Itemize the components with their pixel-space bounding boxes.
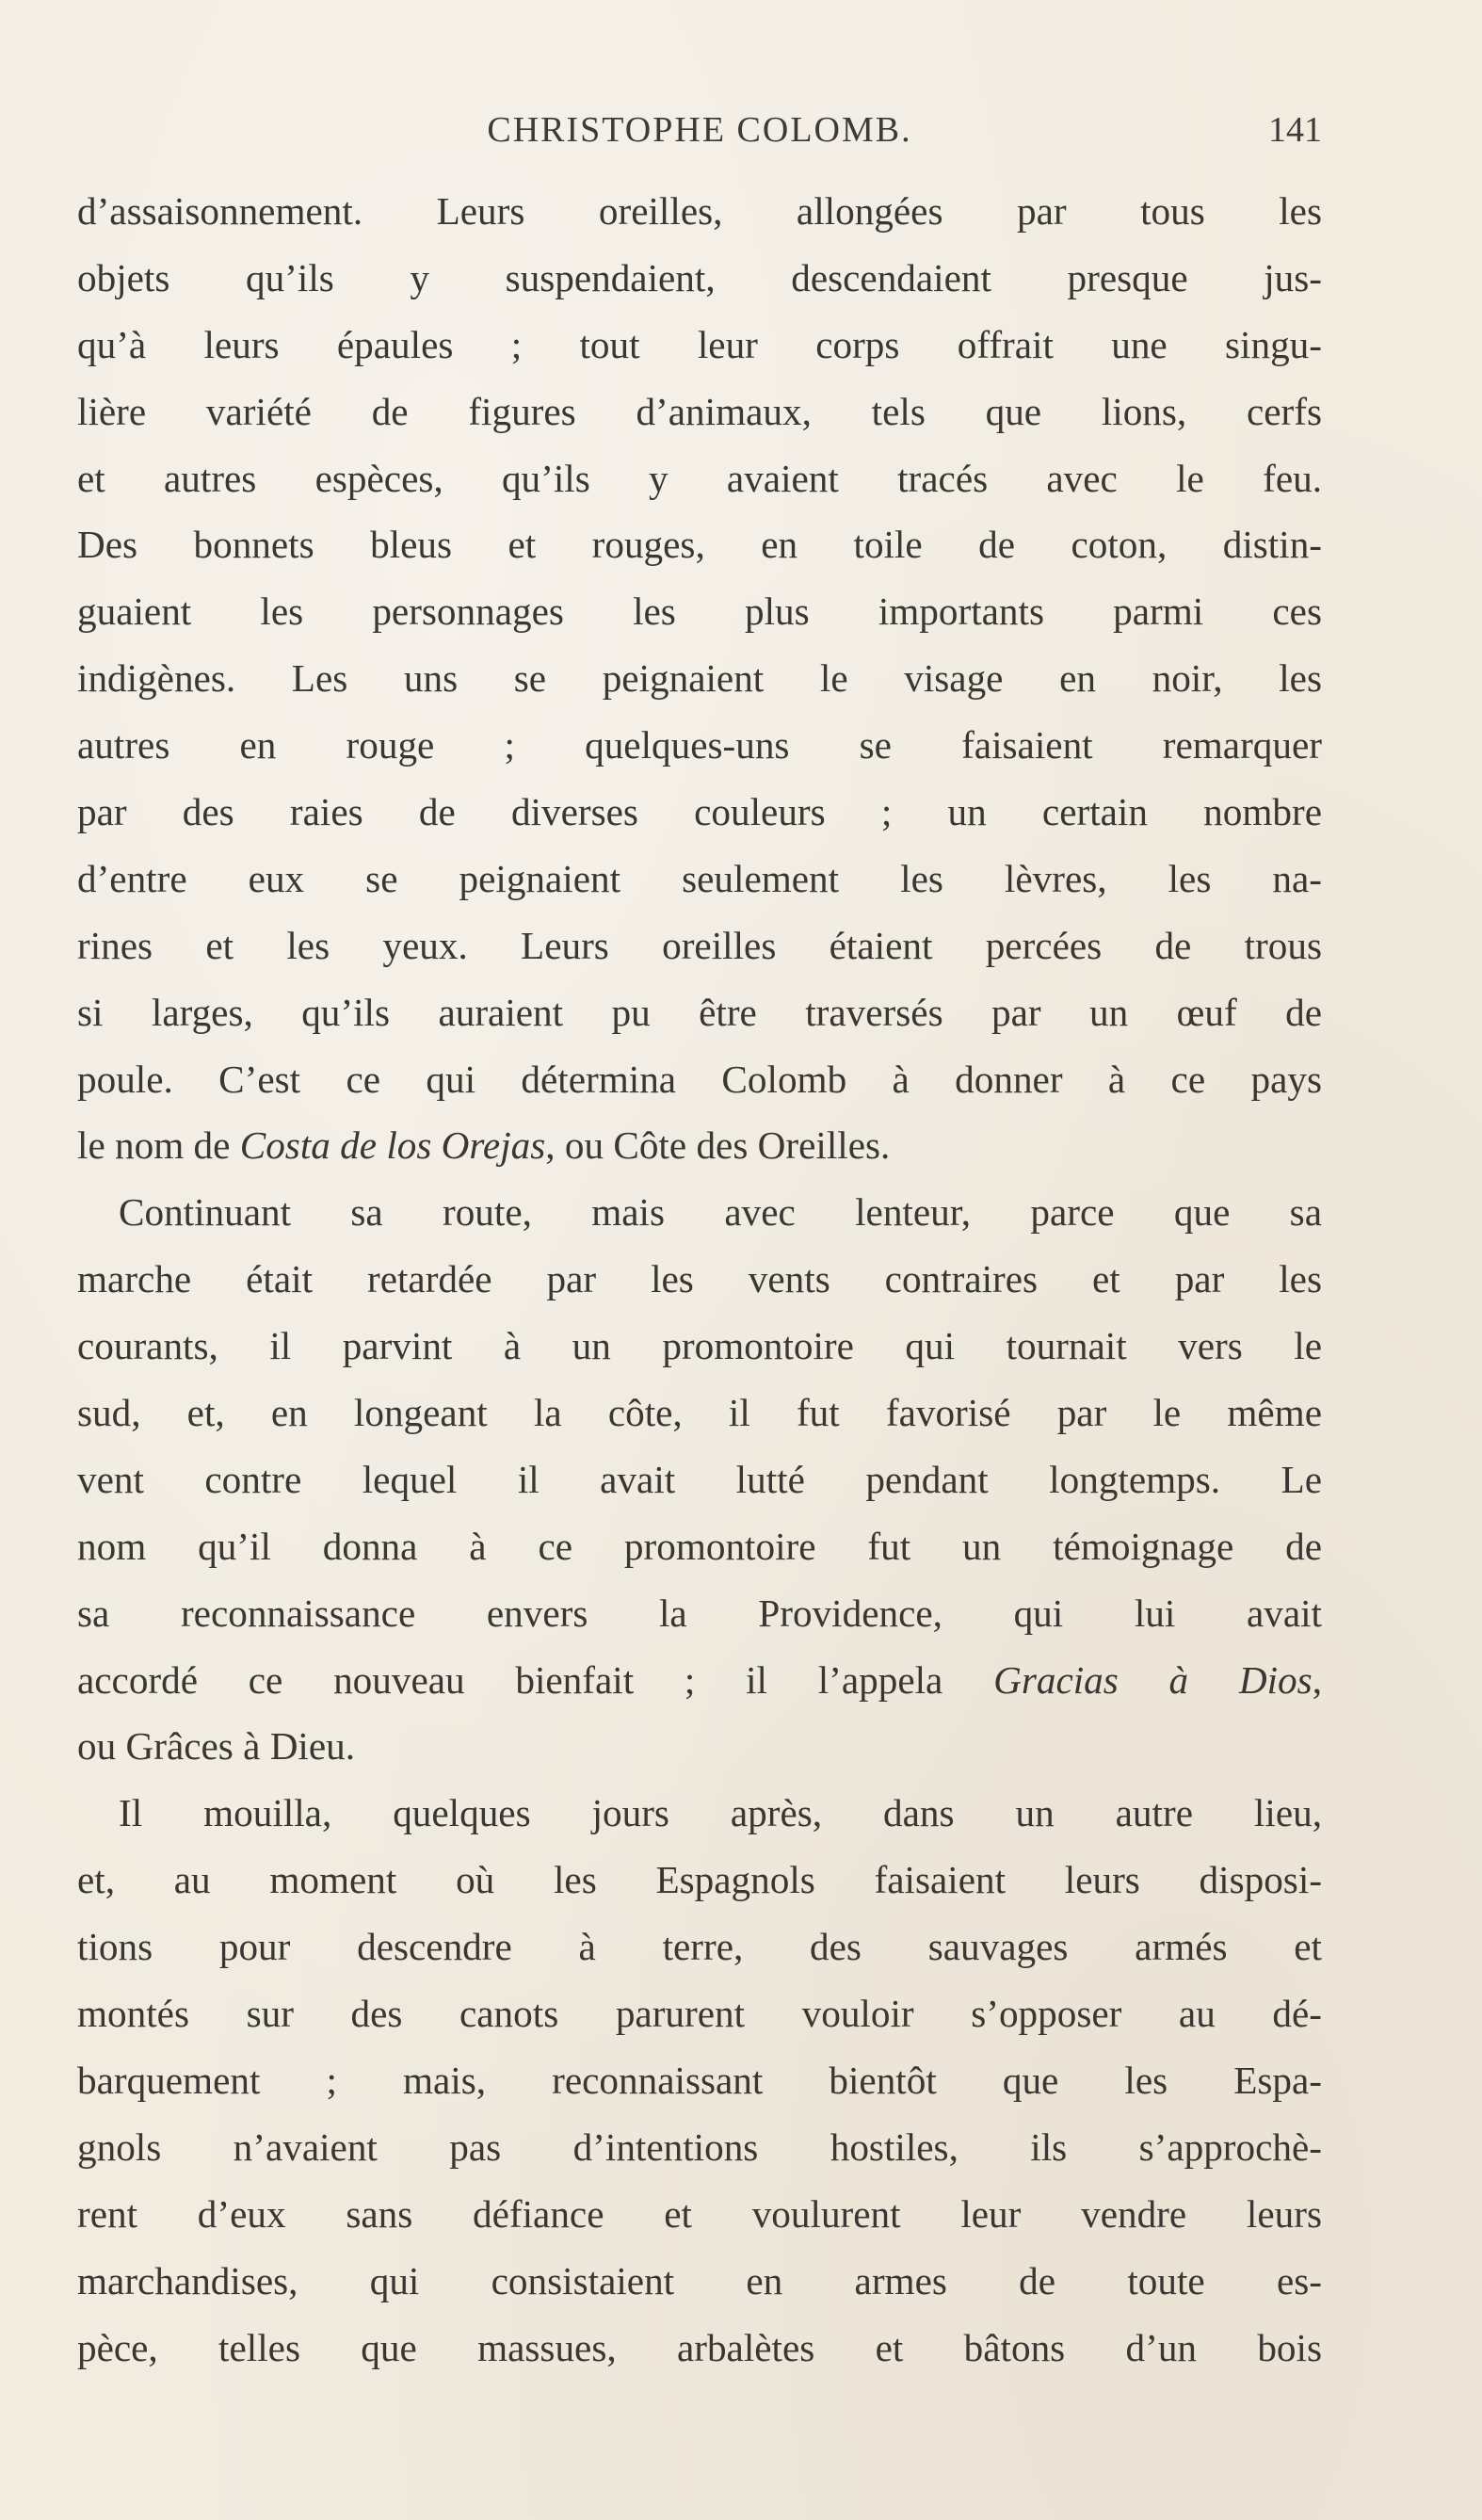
italic-place-name: Gracias à Dios [993, 1657, 1313, 1702]
text-line: courants, il parvint à un promontoire qui tournait vers le [77, 1324, 1322, 1368]
text-line: indigènes. Les uns se peignaient le visage en noir, les [77, 656, 1322, 701]
text-line: et autres espèces, qu’ils y avaient tracés avec le feu. [77, 456, 1322, 500]
text-line: Des bonnets bleus et rouges, en toile de coton, distin- [77, 523, 1322, 567]
text-line: marchandises, qui consistaient en armes de toute es- [77, 2258, 1322, 2302]
text-segment: accordé ce nouveau bienfait ; il l’appela [77, 1657, 994, 1702]
text-line: lière variété de figures d’animaux, tels que lions, cerfs [77, 389, 1322, 433]
text-line: Continuant sa route, mais avec lenteur, parce que sa [119, 1190, 1322, 1235]
text-line: si larges, qu’ils auraient pu être traversés par un œuf de [77, 990, 1322, 1034]
text-line: rent d’eux sans défiance et voulurent leur vendre leurs [77, 2191, 1322, 2236]
text-line: guaient les personnages les plus importants parmi ces [77, 590, 1322, 634]
text-segment: , ou Côte des Oreilles. [545, 1123, 891, 1168]
text-line: nom qu’il donna à ce promontoire fut un témoignage de [77, 1524, 1322, 1568]
text-line: d’assaisonnement. Leurs oreilles, allongées par tous les [77, 189, 1322, 233]
text-line: gnols n’avaient pas d’intentions hostiles, ils s’approchè- [77, 2124, 1322, 2169]
text-line: par des raies de diverses couleurs ; un certain nombre [77, 790, 1322, 834]
text-line: marche était retardée par les vents contraires et par les [77, 1257, 1322, 1301]
running-title: CHRISTOPHE COLOMB. [487, 110, 912, 150]
text-line: tions pour descendre à terre, des sauvages armés et [77, 1925, 1322, 1969]
text-line: rines et les yeux. Leurs oreilles étaient percées de trous [77, 923, 1322, 967]
text-line: sud, et, en longeant la côte, il fut favorisé par le même [77, 1391, 1322, 1435]
text-line: autres en rouge ; quelques-uns se faisaient remarquer [77, 723, 1322, 767]
text-line: vent contre lequel il avait lutté pendant longtemps. Le [77, 1457, 1322, 1501]
italic-place-name: Costa de los Orejas [239, 1123, 546, 1168]
text-line: Il mouilla, quelques jours après, dans un autre lieu, [119, 1791, 1322, 1835]
text-segment: le nom de [77, 1123, 240, 1168]
page-number: 141 [1268, 110, 1322, 150]
text-line: ou Grâces à Dieu. [77, 1724, 356, 1769]
body-text [77, 178, 1322, 2381]
text-line: barquement ; mais, reconnaissant bientôt que les Espa- [77, 2058, 1322, 2102]
page-header [77, 106, 1322, 153]
text-line: objets qu’ils y suspendaient, descendaient presque jus- [77, 255, 1322, 299]
text-line: montés sur des canots parurent vouloir s’opposer au dé- [77, 1992, 1322, 2036]
text-line: pèce, telles que massues, arbalètes et bâtons d’un bois [77, 2325, 1322, 2369]
text-line: et, au moment où les Espagnols faisaient leurs disposi- [77, 1858, 1322, 1902]
text-line [77, 1112, 1322, 1179]
text-segment: , [1312, 1657, 1322, 1702]
text-line: qu’à leurs épaules ; tout leur corps offrait une singu- [77, 322, 1322, 366]
text-line: poule. C’est ce qui détermina Colomb à donner à ce pays [77, 1057, 1322, 1101]
text-line: d’entre eux se peignaient seulement les lèvres, les na- [77, 856, 1322, 900]
text-line [77, 1647, 1322, 1714]
text-line: sa reconnaissance envers la Providence, qui lui avait [77, 1591, 1322, 1635]
